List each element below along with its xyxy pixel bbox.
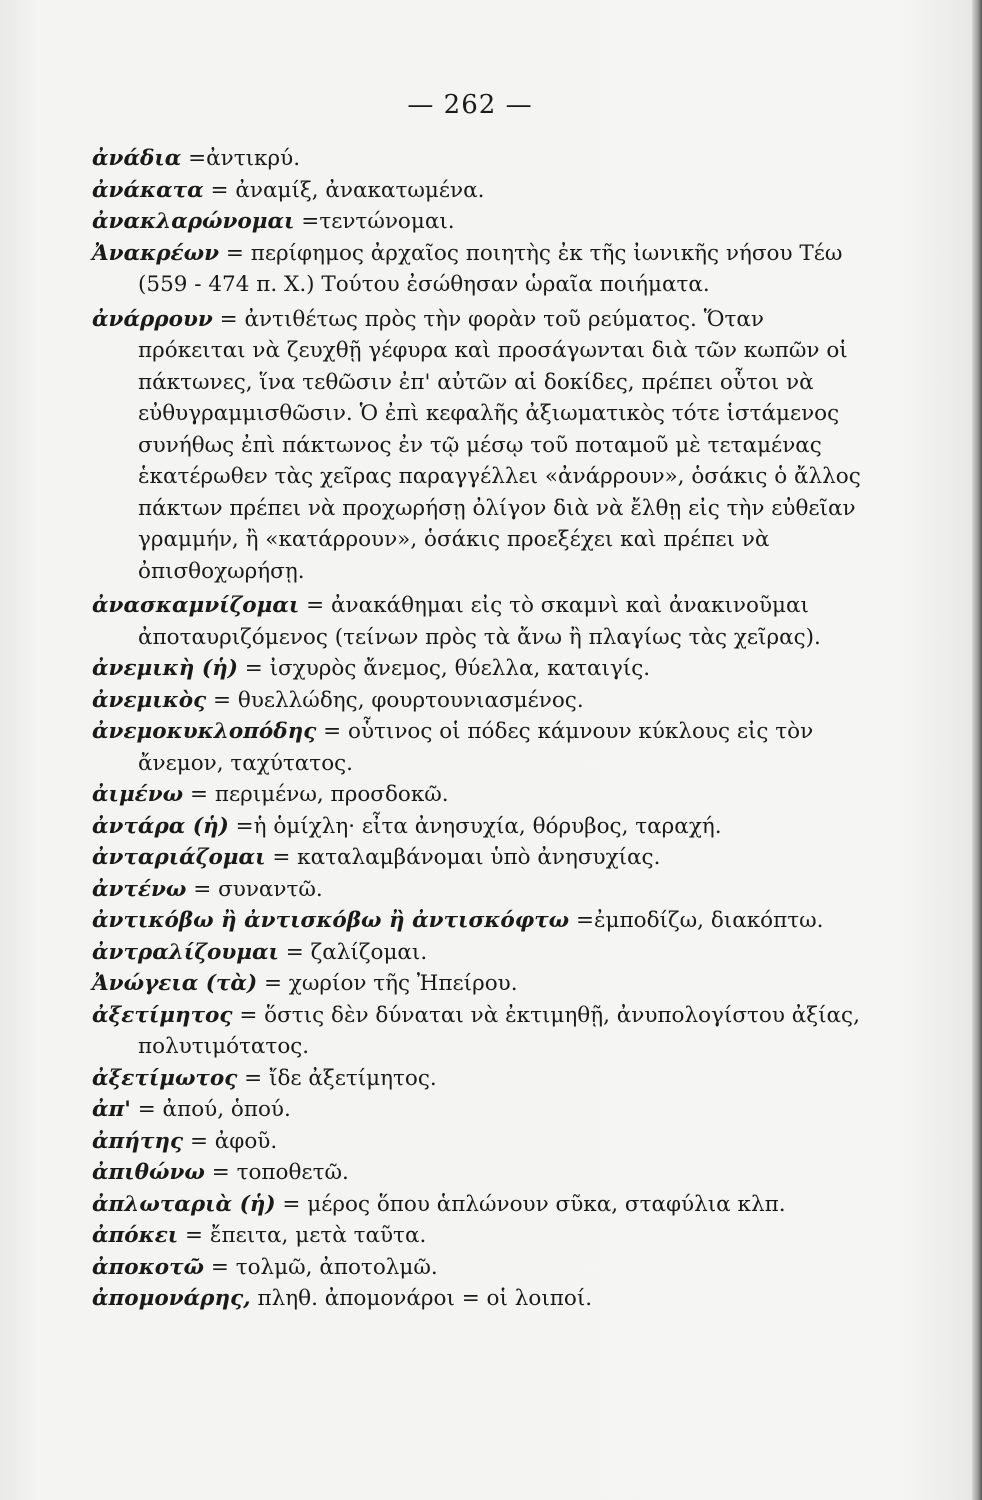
glossary-entries — [92, 143, 862, 1315]
entry-definition: = ἀνακάθημαι εἰς τὸ σκαμνὶ καὶ ἀνακινοῦμαι ἀποταυριζόμενος (τείνων πρὸς τὰ ἄνω ἢ πλαγίως τὰς χεῖρας). — [138, 593, 821, 650]
entry-definition: = ἰσχυρὸς ἄνεμος, θύελλα, καταιγίς. — [237, 656, 651, 681]
entry-definition: = οὗτινος οἱ πόδες κάμνουν κύκλους εἰς τὸν ἄνεμον, ταχύτατος. — [138, 719, 814, 776]
entry-definition: = καταλαμβάνομαι ὑπὸ ἀνησυχίας. — [265, 845, 661, 870]
entry-definition: = συναντῶ. — [186, 876, 323, 902]
entry-headword: ἀπομονάρης, — [92, 1286, 251, 1311]
entry-headword: ἀπήτης — [92, 1128, 184, 1154]
glossary-entry — [92, 143, 862, 175]
entry-headword: ἀπιθώνω — [92, 1160, 205, 1185]
entry-definition: = ἀναμίξ, ἀνακατωμένα. — [203, 177, 485, 203]
entry-headword: ἀποκοτῶ — [92, 1254, 205, 1280]
entry-definition: = περίφημος ἀρχαῖος ποιητὴς ἐκ τῆς ἰωνικῆς νήσου Τέω (559 - 474 π. Χ.) Τούτου ἐσώθησαν ὡραῖα ποιήματα. — [138, 240, 843, 297]
entry-definition: = τοποθετῶ. — [204, 1160, 349, 1185]
entry-definition: = ἀφοῦ. — [183, 1128, 278, 1154]
entry-headword: ἀνταριάζομαι — [92, 845, 266, 870]
glossary-entry — [92, 1126, 862, 1158]
entry-definition: = ζαλίζομαι. — [278, 939, 428, 965]
glossary-entry — [92, 1000, 862, 1063]
entry-headword: ἀντάρα (ἡ) — [92, 813, 229, 839]
entry-headword: ἀξετίμωτος — [92, 1065, 238, 1091]
page-number: — 262 — — [407, 90, 533, 120]
entry-headword: ἀξετίμητος — [92, 1002, 233, 1028]
entry-definition: = ὅστις δὲν δύναται νὰ ἐκτιμηθῇ, ἀνυπολογίστου ἀξίας, πολυτιμότατος. — [138, 1002, 860, 1059]
glossary-entry — [92, 937, 862, 969]
glossary-entry — [92, 842, 862, 874]
entry-headword: Ἀνώγεια (τὰ) — [92, 971, 258, 996]
entry-definition: = ἴδε ἀξετίμητος. — [237, 1065, 437, 1091]
entry-headword: ἀνακλαρώνομαι — [92, 209, 295, 234]
glossary-entry — [92, 1189, 862, 1221]
glossary-entry — [92, 590, 862, 653]
entry-headword: ἀντένω — [92, 876, 187, 902]
entry-headword: ἀπλωταριὰ (ἡ) — [92, 1191, 276, 1217]
glossary-entry — [92, 811, 862, 843]
glossary-entry — [92, 968, 862, 1000]
glossary-entry — [92, 1283, 862, 1315]
glossary-entry — [92, 304, 862, 588]
entry-definition: = ἀντιθέτως πρὸς τὴν φορὰν τοῦ ρεύματος. Ὅταν πρόκειται νὰ ζευχθῇ γέφυρα καὶ προσάγωνται διὰ τῶν κωπῶν οἱ πάκτωνες, ἵνα τεθῶσιν ἐπ' αὐτῶν αἱ δοκίδες, πρέπει οὗτοι νὰ εὐθυγραμμισθῶσιν. Ὁ ἐπὶ κεφαλῆς ἀξιωματικὸς τότε ἱστάμενος συνήθως ἐπὶ πάκτωνος ἐν τῷ μέσῳ τοῦ ποταμοῦ μὲ τεταμένας ἑκατέρωθεν τὰς χεῖρας παραγγέλλει «ἀνάρρουν», ὁσάκις ὁ ἄλλος πάκτων πρέπει νὰ προχωρήσῃ ὀλίγον διὰ νὰ ἔλθῃ εἰς τὴν εὐθεῖαν γραμμήν, ἢ «κατάρρουν», ὁσάκις προεξέχει καὶ πρέπει νὰ ὀπισθοχωρήσῃ. — [138, 306, 861, 584]
entry-headword: ἀντικόβω ἢ ἀντισκόβω ἢ ἀντισκόφτω — [92, 908, 570, 933]
entry-headword: ἀνασκαμνίζομαι — [92, 593, 300, 618]
entry-definition: = χωρίον τῆς Ἠπείρου. — [257, 971, 518, 996]
glossary-entry — [92, 874, 862, 906]
entry-headword: ἀνεμικὴ (ἡ) — [92, 656, 238, 681]
glossary-entry — [92, 1220, 862, 1252]
glossary-entry — [92, 716, 862, 779]
entry-definition: =ἡ ὁμίχλη· εἶτα ἀνησυχία, θόρυβος, ταραχή. — [228, 813, 722, 839]
glossary-entry — [92, 1094, 862, 1126]
entry-headword: ἀπόκει — [92, 1223, 179, 1248]
glossary-entry — [92, 905, 862, 937]
entry-definition: = θυελλώδης, φουρτουνιασμένος. — [206, 687, 584, 713]
entry-headword: ἀντραλίζουμαι — [92, 939, 279, 965]
entry-headword: ἀνάδια — [92, 146, 182, 171]
entry-headword: ἀνεμικὸς — [92, 687, 207, 713]
entry-headword: ἀπ' — [92, 1097, 131, 1122]
entry-definition: = τολμῶ, ἀποτολμῶ. — [204, 1254, 438, 1280]
glossary-entry — [92, 175, 862, 207]
page-edge-shadow — [972, 0, 982, 1500]
entry-headword: ἀνάρρουν — [92, 306, 213, 332]
entry-headword: Ἀνακρέων — [92, 240, 220, 266]
glossary-entry — [92, 238, 862, 301]
glossary-entry — [92, 653, 862, 685]
glossary-entry — [92, 685, 862, 717]
entry-definition: =ἐμποδίζω, διακόπτω. — [569, 908, 824, 933]
glossary-entry — [92, 1063, 862, 1095]
entry-headword: ἀνεμοκυκλοπόδης — [92, 719, 317, 744]
glossary-entry — [92, 779, 862, 811]
glossary-entry — [92, 206, 862, 238]
glossary-entry — [92, 1157, 862, 1189]
entry-definition: πληθ. ἀπομονάροι = οἱ λοιποί. — [250, 1286, 593, 1311]
entry-definition: = περιμένω, προσδοκῶ. — [183, 782, 449, 807]
entry-headword: ἀνάκατα — [92, 177, 204, 203]
entry-definition: = ἀπού, ὁπού. — [130, 1097, 291, 1122]
entry-definition: = μέρος ὅπου ἁπλώνουν σῦκα, σταφύλια κλπ. — [275, 1191, 786, 1217]
glossary-entry — [92, 1252, 862, 1284]
entry-definition: =ἀντικρύ. — [181, 146, 301, 171]
entry-definition: = ἔπειτα, μετὰ ταῦτα. — [178, 1223, 427, 1248]
entry-definition: =τεντώνομαι. — [294, 209, 455, 234]
entry-headword: ἀιμένω — [92, 782, 184, 807]
